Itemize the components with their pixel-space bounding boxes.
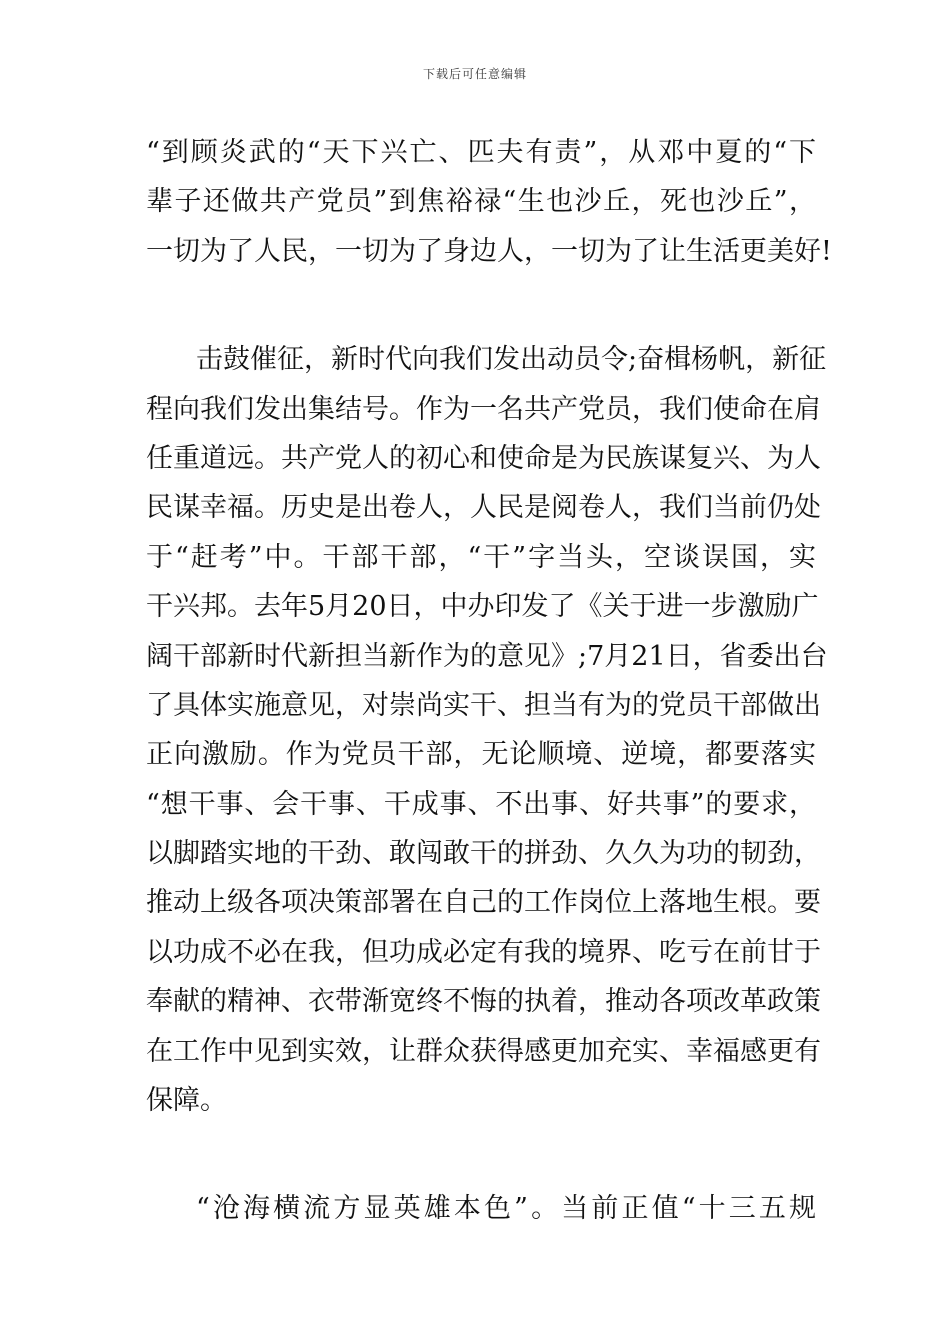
text-line: 于“赶考”中。干部干部，“干”字当头，空谈误国，实 (146, 541, 816, 573)
text-line: 干兴邦。去年5月20日，中办印发了《关于进一步激励广 (146, 591, 819, 623)
text-line: 保障。 (146, 1085, 227, 1117)
paragraph-2 (146, 335, 828, 1125)
document-body (146, 128, 832, 1234)
text-line: “到顾炎武的“天下兴亡、匹夫有责”，从邓中夏的“下 (146, 137, 816, 168)
text-line: 阔干部新时代新担当新作为的意见》;7月21日，省委出台 (146, 640, 828, 672)
text-line: 程向我们发出集结号。作为一名共产党员，我们使命在肩 (146, 393, 821, 425)
text-line: 辈子还做共产党员”到焦裕禄“生也沙丘，死也沙丘”， (146, 186, 816, 218)
paragraph-spacer (146, 1125, 816, 1184)
text-line: 了具体实施意见，对崇尚实干、担当有为的党员干部做出 (146, 689, 821, 721)
text-line: 推动上级各项决策部署在自己的工作岗位上落地生根。要 (146, 887, 821, 919)
text-line: 以功成不必在我，但功成必定有我的境界、吃亏在前甘于 (146, 936, 821, 968)
text-line: “想干事、会干事、干成事、不出事、好共事”的要求， (146, 788, 816, 820)
text-line: 正向激励。作为党员干部，无论顺境、逆境，都要落实 (146, 739, 816, 771)
paragraph-1 (146, 128, 832, 276)
text-line: 任重道远。共产党人的初心和使命是为民族谋复兴、为人 (146, 442, 821, 474)
page-header-note: 下载后可任意编辑 (422, 67, 527, 81)
text-line: 击鼓催征，新时代向我们发出动员令;奋楫杨帆，新征 (196, 344, 827, 376)
paragraph-3 (146, 1184, 816, 1233)
text-line: 一切为了人民，一切为了身边人，一切为了让生活更美好! (146, 235, 832, 267)
text-line: 民谋幸福。历史是出卷人，人民是阅卷人，我们当前仍处 (146, 492, 821, 524)
text-line: “沧海横流方显英雄本色”。当前正值“十三五规 (196, 1193, 816, 1225)
text-line: 奉献的精神、衣带渐宽终不悔的执着，推动各项改革政策 (146, 986, 821, 1018)
paragraph-spacer (146, 276, 816, 335)
text-line: 在工作中见到实效，让群众获得感更加充实、幸福感更有 (146, 1035, 821, 1067)
text-line: 以脚踏实地的干劲、敢闯敢干的拼劲、久久为功的韧劲， (146, 838, 821, 870)
